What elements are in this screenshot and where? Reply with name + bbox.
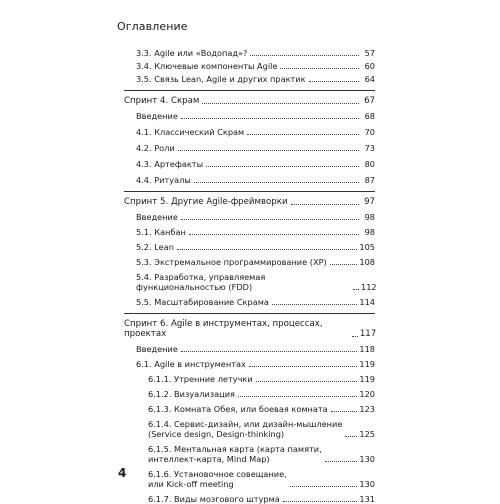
toc-entry-title: 6.1.7. Виды мозгового штурма (148, 494, 280, 504)
toc-entry-title: Спринт 5. Другие Agile-фреймворки (124, 197, 288, 207)
toc-entry-title: 5.2. Lean (136, 242, 174, 252)
toc-entry-title: 5.4. Разработка, управляемая функциональностью (FDD) (136, 272, 351, 292)
toc-entry-page: 118 (359, 344, 375, 354)
toc-entry-page: 120 (359, 389, 375, 399)
toc-entry[interactable] (124, 404, 375, 414)
toc-chapter-entry[interactable] (124, 96, 375, 106)
toc-entry[interactable] (124, 374, 375, 384)
toc-entry-page: 130 (359, 454, 375, 464)
toc-entry-title: 6.1.6. Установочное совещание, или Kick-off meeting (148, 469, 287, 489)
toc-entry-page: 114 (359, 297, 375, 307)
toc-entry[interactable] (124, 159, 375, 169)
toc-entry[interactable] (124, 444, 375, 464)
toc-entry[interactable] (124, 344, 375, 354)
toc-entry-page: 98 (364, 227, 375, 237)
toc-entry[interactable] (124, 419, 375, 439)
toc-entry[interactable] (124, 48, 375, 58)
leader-dots (249, 366, 358, 367)
leader-dots (178, 150, 359, 151)
table-of-contents (124, 48, 375, 504)
toc-entry[interactable] (124, 227, 375, 237)
toc-entry[interactable] (124, 297, 375, 307)
page-number: 4 (118, 466, 127, 480)
toc-entry[interactable] (124, 61, 375, 71)
toc-entry[interactable] (124, 111, 375, 121)
leader-dots (331, 411, 358, 412)
toc-entry-page: 68 (364, 111, 375, 121)
toc-entry-title: 6.1.4. Сервис-дизайн, или дизайн-мышление (Service design, Design-thinking) (148, 419, 343, 439)
toc-entry[interactable] (124, 175, 375, 185)
leader-dots (345, 436, 357, 437)
toc-entry-page: 57 (364, 48, 375, 58)
toc-entry-title: Введение (136, 344, 178, 354)
toc-entry-title: 3.5. Связь Lean, Agile и других практик (136, 74, 306, 84)
toc-entry-page: 60 (364, 61, 375, 71)
toc-chapter-entry[interactable] (124, 197, 375, 207)
toc-entry[interactable] (124, 242, 375, 252)
toc-entry-page: 105 (359, 242, 375, 252)
leader-dots (325, 461, 358, 462)
leader-dots (353, 289, 359, 290)
toc-entry-page: 119 (359, 359, 375, 369)
leader-dots (181, 351, 357, 352)
toc-chapter-entry[interactable] (124, 319, 375, 339)
toc-entry-page: 64 (364, 74, 375, 84)
toc-entry-page: 112 (361, 282, 377, 292)
toc-entry-title: 3.4. Ключевые компоненты Agile (136, 61, 278, 71)
toc-entry-title: Введение (136, 212, 178, 222)
leader-dots (309, 81, 359, 82)
leader-dots (181, 118, 359, 119)
leader-dots (247, 134, 359, 135)
toc-entry-title: 6.1.1. Утренние летучки (148, 374, 253, 384)
toc-entry-title: Спринт 6. Agile в инструментах, процессах, проектах (124, 319, 350, 339)
section-divider (124, 90, 375, 91)
leader-dots (352, 336, 358, 337)
toc-entry[interactable] (124, 74, 375, 84)
toc-entry-title: 6.1.5. Ментальная карта (карта памяти, интеллект-карта, Mind Map) (148, 444, 322, 464)
toc-entry[interactable] (124, 257, 375, 267)
toc-entry-title: 4.4. Ритуалы (136, 175, 191, 185)
leader-dots (272, 304, 357, 305)
toc-entry-title: 5.3. Экстремальное программирование (XP) (136, 257, 327, 267)
toc-entry[interactable] (124, 127, 375, 137)
leader-dots (280, 68, 359, 69)
toc-entry-page: 123 (359, 404, 375, 414)
leader-dots (202, 103, 359, 104)
leader-dots (283, 501, 358, 502)
toc-entry-page: 87 (364, 175, 375, 185)
toc-entry[interactable] (124, 494, 375, 504)
section-divider (124, 191, 375, 192)
toc-entry[interactable] (124, 212, 375, 222)
leader-dots (290, 486, 358, 487)
leader-dots (250, 55, 359, 56)
leader-dots (238, 396, 357, 397)
toc-entry-page: 67 (364, 96, 375, 106)
toc-entry-title: Введение (136, 111, 178, 121)
toc-entry-title: 6.1. Agile в инструментах (136, 359, 246, 369)
toc-entry-title: 3.3. Agile или «Водопад»? (136, 48, 248, 58)
toc-entry[interactable] (124, 272, 375, 292)
leader-dots (194, 182, 359, 183)
toc-entry-page: 98 (364, 212, 375, 222)
toc-entry[interactable] (124, 359, 375, 369)
leader-dots (330, 264, 358, 265)
toc-entry-page: 130 (359, 479, 375, 489)
toc-entry[interactable] (124, 469, 375, 489)
running-head: Оглавление (117, 20, 188, 33)
toc-entry-title: 4.1. Классический Скрам (136, 127, 245, 137)
leader-dots (181, 219, 359, 220)
toc-entry-title: 5.5. Масштабирование Скрама (136, 297, 269, 307)
leader-dots (206, 166, 359, 167)
toc-entry-title: 6.1.3. Комната Обея, или боевая комната (148, 404, 328, 414)
toc-entry[interactable] (124, 389, 375, 399)
toc-entry-page: 80 (364, 159, 375, 169)
toc-entry[interactable] (124, 143, 375, 153)
leader-dots (177, 249, 357, 250)
toc-entry-page: 117 (359, 329, 377, 339)
toc-entry-page: 119 (359, 374, 375, 384)
leader-dots (256, 381, 358, 382)
toc-entry-title: 5.1. Канбан (136, 227, 186, 237)
toc-entry-page: 125 (359, 429, 375, 439)
toc-entry-title: 4.2. Роли (136, 143, 175, 153)
toc-entry-title: 6.1.2. Визуализация (148, 389, 235, 399)
toc-entry-page: 73 (364, 143, 375, 153)
toc-entry-page: 70 (364, 127, 375, 137)
toc-entry-page: 131 (359, 494, 375, 504)
toc-entry-title: Спринт 4. Скрам (124, 96, 200, 106)
section-divider (124, 313, 375, 314)
leader-dots (291, 204, 359, 205)
toc-entry-title: 4.3. Артефакты (136, 159, 204, 169)
toc-entry-page: 108 (359, 257, 375, 267)
toc-entry-page: 97 (364, 197, 375, 207)
leader-dots (189, 234, 359, 235)
